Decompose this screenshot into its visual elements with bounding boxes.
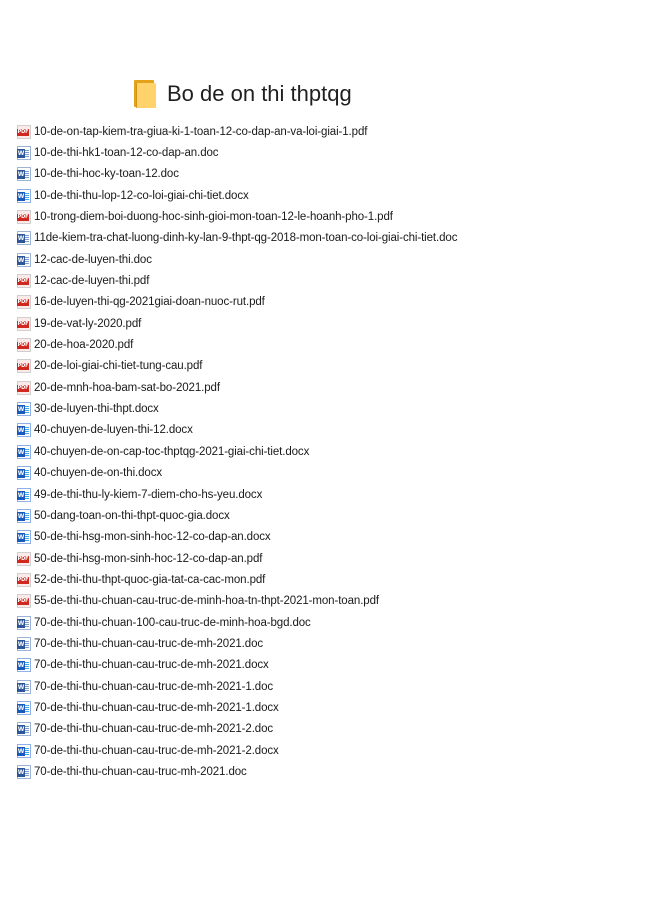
folder-icon (134, 80, 156, 108)
file-item[interactable] (17, 676, 457, 697)
file-item[interactable] (17, 697, 457, 718)
file-name: 55-de-thi-thu-chuan-cau-truc-de-minh-hoa-tn-thpt-2021-mon-toan.pdf (34, 595, 379, 608)
pdf-file-icon: PDF (17, 573, 31, 587)
word-docx-file-icon: W (17, 445, 31, 459)
file-item[interactable] (17, 548, 457, 569)
file-item[interactable] (17, 569, 457, 590)
word-docx-file-icon: W (17, 530, 31, 544)
file-item[interactable] (17, 463, 457, 484)
pdf-file-icon: PDF (17, 317, 31, 331)
file-item[interactable] (17, 206, 457, 227)
file-name: 19-de-vat-ly-2020.pdf (34, 317, 142, 330)
file-item[interactable] (17, 612, 457, 633)
word-doc-file-icon: W (17, 637, 31, 651)
pdf-file-icon: PDF (17, 552, 31, 566)
file-name: 40-chuyen-de-luyen-thi-12.docx (34, 424, 193, 437)
file-item[interactable] (17, 164, 457, 185)
word-docx-file-icon: W (17, 509, 31, 523)
file-item[interactable] (17, 334, 457, 355)
file-item[interactable] (17, 505, 457, 526)
word-doc-file-icon: W (17, 765, 31, 779)
pdf-file-icon: PDF (17, 338, 31, 352)
word-doc-file-icon: W (17, 231, 31, 245)
folder-header (134, 76, 352, 112)
file-name: 12-cac-de-luyen-thi.pdf (34, 275, 150, 288)
file-name: 20-de-loi-giai-chi-tiet-tung-cau.pdf (34, 360, 203, 373)
pdf-file-icon: PDF (17, 295, 31, 309)
word-doc-file-icon: W (17, 167, 31, 181)
file-name: 49-de-thi-thu-ly-kiem-7-diem-cho-hs-yeu.docx (34, 488, 263, 501)
file-name: 70-de-thi-thu-chuan-100-cau-truc-de-minh-hoa-bgd.doc (34, 616, 311, 629)
file-name: 16-de-luyen-thi-qg-2021giai-doan-nuoc-rut.pdf (34, 296, 265, 309)
file-item[interactable] (17, 655, 457, 676)
pdf-file-icon: PDF (17, 210, 31, 224)
file-name: 70-de-thi-thu-chuan-cau-truc-de-mh-2021-1.doc (34, 680, 274, 693)
file-name: 52-de-thi-thu-thpt-quoc-gia-tat-ca-cac-mon.pdf (34, 573, 266, 586)
word-doc-file-icon: W (17, 616, 31, 630)
file-name: 70-de-thi-thu-chuan-cau-truc-mh-2021.doc (34, 765, 247, 778)
file-name: 10-de-thi-thu-lop-12-co-loi-giai-chi-tiet.docx (34, 189, 249, 202)
file-item[interactable] (17, 761, 457, 782)
file-name: 50-dang-toan-on-thi-thpt-quoc-gia.docx (34, 509, 230, 522)
file-item[interactable] (17, 292, 457, 313)
word-docx-file-icon: W (17, 658, 31, 672)
file-name: 11de-kiem-tra-chat-luong-dinh-ky-lan-9-thpt-qg-2018-mon-toan-co-loi-giai-chi-tiet.doc (34, 232, 458, 245)
word-docx-file-icon: W (17, 423, 31, 437)
word-docx-file-icon: W (17, 701, 31, 715)
file-name: 40-chuyen-de-on-thi.docx (34, 467, 163, 480)
file-item[interactable] (17, 484, 457, 505)
word-doc-file-icon: W (17, 253, 31, 267)
word-docx-file-icon: W (17, 744, 31, 758)
file-item[interactable] (17, 527, 457, 548)
folder-title: Bo de on thi thptqg (167, 81, 352, 106)
file-name: 40-chuyen-de-on-cap-toc-thptqg-2021-giai-chi-tiet.docx (34, 445, 310, 458)
file-item[interactable] (17, 398, 457, 419)
file-item[interactable] (17, 185, 457, 206)
file-name: 70-de-thi-thu-chuan-cau-truc-de-mh-2021-2.doc (34, 723, 274, 736)
file-name: 20-de-hoa-2020.pdf (34, 339, 134, 352)
file-item[interactable] (17, 249, 457, 270)
file-item[interactable] (17, 420, 457, 441)
file-list (17, 121, 457, 783)
word-doc-file-icon: W (17, 722, 31, 736)
word-doc-file-icon: W (17, 146, 31, 160)
pdf-file-icon: PDF (17, 359, 31, 373)
file-name: 70-de-thi-thu-chuan-cau-truc-de-mh-2021-1.docx (34, 701, 279, 714)
word-docx-file-icon: W (17, 189, 31, 203)
word-docx-file-icon: W (17, 466, 31, 480)
file-name: 10-de-thi-hk1-toan-12-co-dap-an.doc (34, 147, 219, 160)
file-item[interactable] (17, 633, 457, 654)
file-item[interactable] (17, 377, 457, 398)
file-name: 10-de-on-tap-kiem-tra-giua-ki-1-toan-12-co-dap-an-va-loi-giai-1.pdf (34, 125, 368, 138)
file-item[interactable] (17, 270, 457, 291)
file-name: 50-de-thi-hsg-mon-sinh-hoc-12-co-dap-an.docx (34, 531, 271, 544)
file-item[interactable] (17, 142, 457, 163)
pdf-file-icon: PDF (17, 594, 31, 608)
file-item[interactable] (17, 740, 457, 761)
file-name: 10-de-thi-hoc-ky-toan-12.doc (34, 168, 179, 181)
file-item[interactable] (17, 719, 457, 740)
file-name: 10-trong-diem-boi-duong-hoc-sinh-gioi-mon-toan-12-le-hoanh-pho-1.pdf (34, 211, 393, 224)
file-item[interactable] (17, 228, 457, 249)
pdf-file-icon: PDF (17, 125, 31, 139)
file-name: 70-de-thi-thu-chuan-cau-truc-de-mh-2021.docx (34, 659, 269, 672)
file-item[interactable] (17, 356, 457, 377)
word-docx-file-icon: W (17, 488, 31, 502)
file-name: 30-de-luyen-thi-thpt.docx (34, 403, 159, 416)
file-item[interactable] (17, 121, 457, 142)
file-item[interactable] (17, 441, 457, 462)
file-name: 20-de-mnh-hoa-bam-sat-bo-2021.pdf (34, 381, 220, 394)
file-name: 70-de-thi-thu-chuan-cau-truc-de-mh-2021.doc (34, 637, 264, 650)
pdf-file-icon: PDF (17, 381, 31, 395)
file-name: 50-de-thi-hsg-mon-sinh-hoc-12-co-dap-an.pdf (34, 552, 263, 565)
pdf-file-icon: PDF (17, 274, 31, 288)
file-item[interactable] (17, 313, 457, 334)
word-docx-file-icon: W (17, 402, 31, 416)
file-item[interactable] (17, 591, 457, 612)
file-name: 70-de-thi-thu-chuan-cau-truc-de-mh-2021-2.docx (34, 744, 279, 757)
word-doc-file-icon: W (17, 680, 31, 694)
file-name: 12-cac-de-luyen-thi.doc (34, 253, 152, 266)
